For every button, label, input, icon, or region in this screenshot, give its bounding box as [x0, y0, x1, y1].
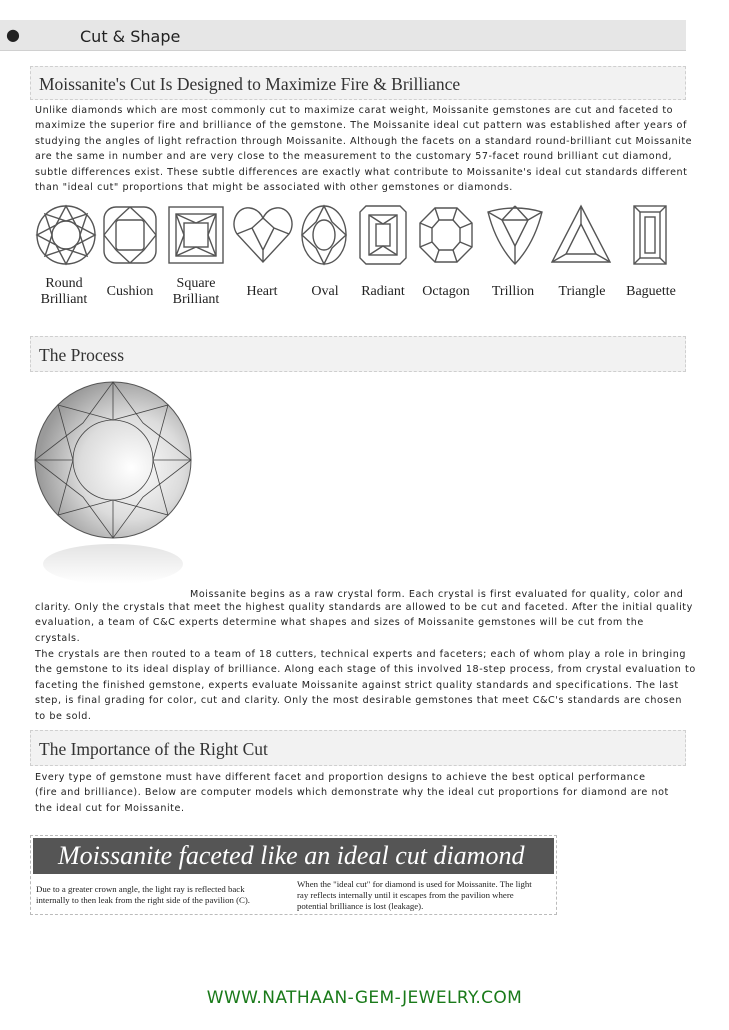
shape-label-triangle: Triangle — [558, 284, 606, 299]
shape-label-heart: Heart — [246, 284, 278, 299]
octagon-icon — [418, 204, 474, 266]
text-line: subtle differences exist. These subtle differences are exactly what contribute to Moissanite's ideal cut standards different — [35, 166, 688, 178]
shape-label-octagon: Octagon — [422, 284, 470, 299]
shape-label-round-brilliant: Round Brilliant — [40, 276, 88, 307]
section-header-right-cut — [30, 730, 686, 766]
text-line: clarity. Only the crystals that meet the highest quality standards are allowed to be cut and faceted. After the initial quality — [35, 602, 693, 613]
process-first-line: Moissanite begins as a raw crystal form. Each crystal is first evaluated for quality, color and — [190, 589, 684, 600]
text-line: to be sold. — [35, 710, 92, 722]
text-line: Every type of gemstone must have different facet and proportion designs to achieve the best optical performance — [35, 772, 646, 783]
text-line: are the same in number and are very close to the measurement to the customary 57-facet round brilliant cut diamond, — [35, 151, 673, 163]
radiant-icon — [358, 204, 408, 266]
text-line: studying the angles of light refraction through Moissanite. Although the facets on a standard round-brilliant cut Moissanite — [35, 135, 693, 147]
text-line: crystals. — [35, 632, 81, 644]
heart-icon — [232, 204, 294, 266]
section-body-right-cut — [35, 770, 669, 816]
section-title-process: The Process — [39, 345, 125, 365]
triangle-icon — [550, 204, 612, 266]
square-brilliant-icon — [167, 204, 225, 266]
ideal-cut-title: Moissanite faceted like an ideal cut diamond — [58, 841, 525, 870]
cushion-icon — [102, 204, 158, 266]
text-line: the ideal cut for Moissanite. — [35, 802, 185, 814]
ideal-left-caption: Due to a greater crown angle, the light ray is reflected back internally to then leak from the right side of the pavilion (C). — [36, 884, 251, 905]
oval-icon — [300, 204, 348, 266]
text-line: The crystals are then routed to a team of 18 cutters, technical experts and faceters; each of whom play a role in bringing — [35, 649, 686, 660]
section-title-cut: Moissanite's Cut Is Designed to Maximize Fire & Brilliance — [39, 74, 461, 94]
ideal-right-caption: When the "ideal cut" for diamond is used for Moissanite. The light ray reflects internally until it escapes from the pavilion where potential brilliance is lost (leakage). — [297, 879, 532, 911]
text-line: Unlike diamonds which are most commonly cut to maximize carat weight, Moissanite gemstones are cut and faceted to — [35, 105, 674, 116]
process-para-1 — [35, 600, 693, 646]
footer-website-link[interactable]: WWW.NATHAAN-GEM-JEWELRY.COM — [206, 988, 523, 1008]
shape-label-trillion: Trillion — [491, 284, 535, 299]
text-line: the gemstone to its ideal display of brilliance. Along each stage of this involved 18-step process, from crystal evaluation to — [35, 664, 696, 676]
section-header-cut — [30, 66, 686, 100]
text-line: evaluation, a team of C&C experts determine what shapes and sizes of Moissanite gemstones will be cut from the — [35, 617, 644, 629]
text-line: step, is final grading for color, cut and clarity. Only the most desirable gemstones that meet C&C's standards are chosen — [35, 695, 683, 707]
text-line: faceting the finished gemstone, experts evaluate Moissanite against strict quality standards and specifications. The last — [35, 679, 679, 691]
shape-label-cushion: Cushion — [106, 284, 154, 299]
section-title-right-cut: The Importance of the Right Cut — [39, 739, 268, 759]
text-line: maximize the superior fire and brilliance of the gemstone. The Moissanite ideal cut pattern was established after years of — [35, 120, 687, 132]
shape-label-radiant: Radiant — [361, 284, 405, 299]
shape-label-baguette: Baguette — [626, 284, 676, 299]
page-title: Cut & Shape — [80, 27, 181, 46]
bullet-icon: ● — [6, 25, 20, 44]
baguette-icon — [632, 204, 668, 266]
text-line: than "ideal cut" proportions that might be associated with other gemstones or diamonds. — [35, 182, 513, 194]
shape-label-oval: Oval — [311, 284, 339, 299]
section-header-process — [30, 336, 686, 372]
diamond-image — [33, 378, 193, 592]
trillion-icon — [484, 204, 546, 266]
process-para-2 — [35, 647, 696, 724]
section-body-cut — [35, 103, 692, 195]
text-line: (fire and brilliance). Below are computer models which demonstrate why the ideal cut proportions for diamond are not — [35, 787, 669, 799]
shape-label-square-brilliant: Square Brilliant — [172, 276, 220, 307]
round-brilliant-icon — [35, 204, 97, 266]
